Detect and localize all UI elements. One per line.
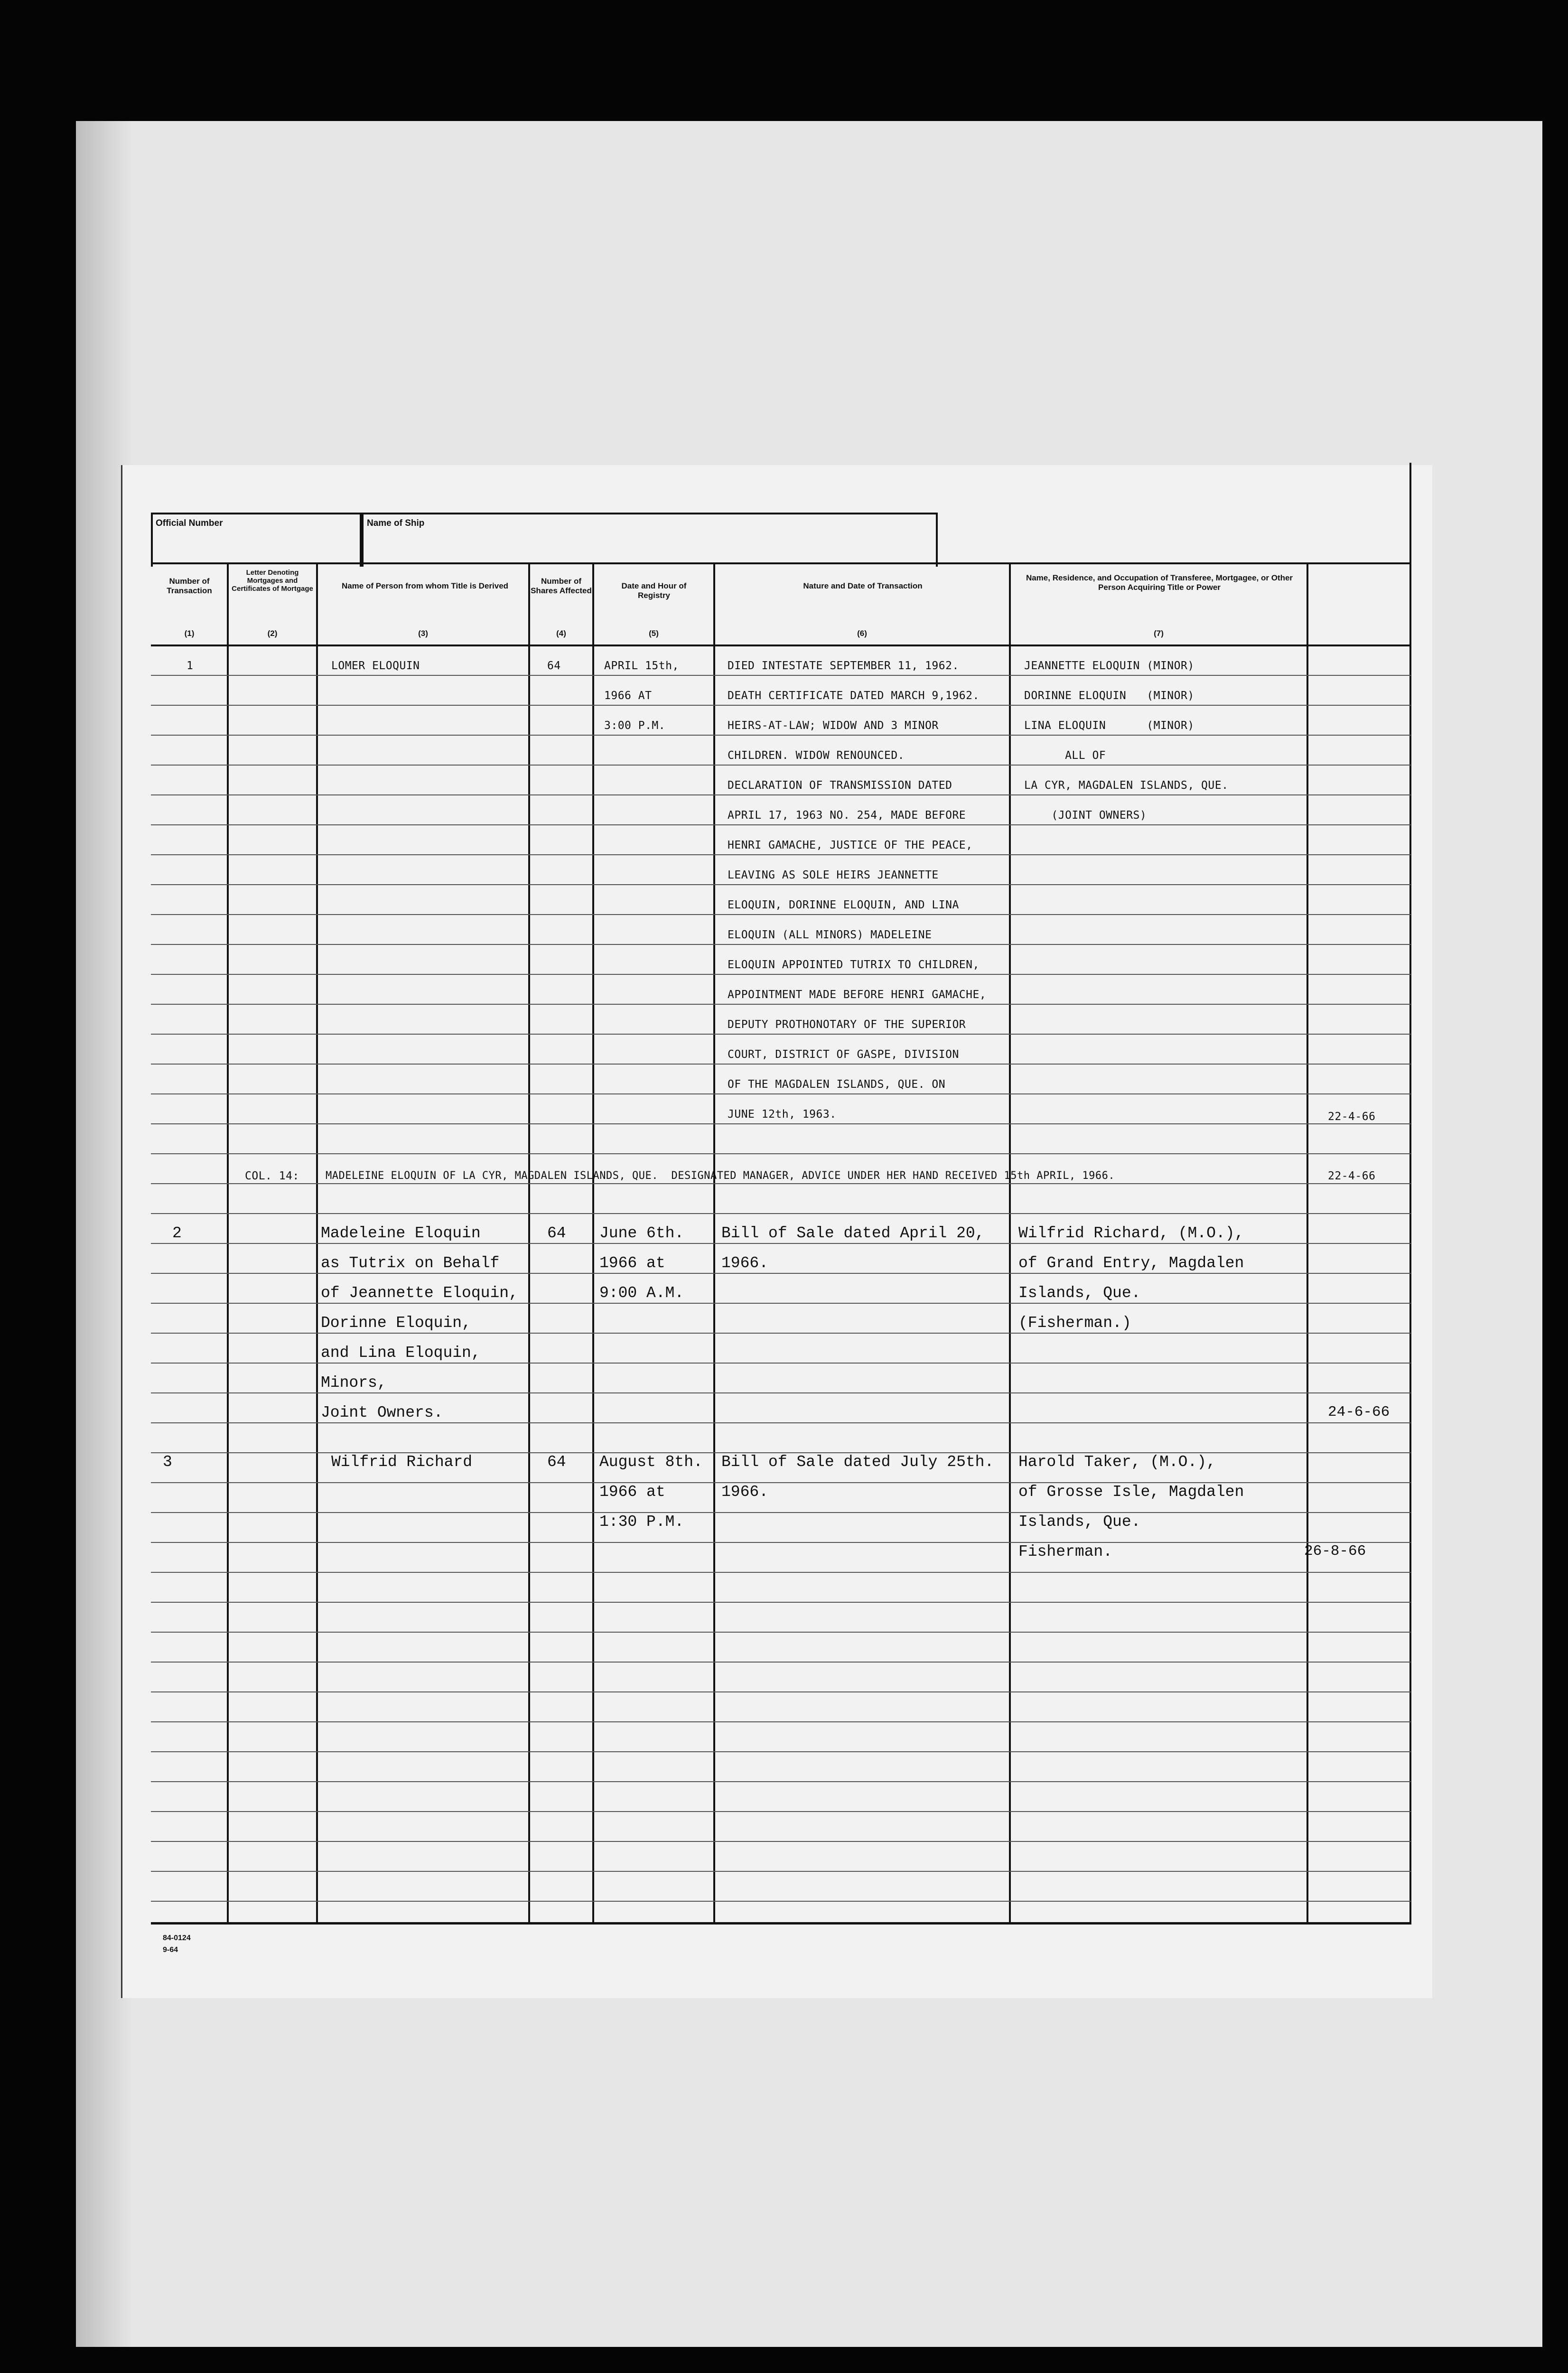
ledger-line — [151, 1034, 1411, 1035]
transaction-2-from-line: Minors, — [321, 1374, 387, 1392]
ledger-line — [151, 675, 1411, 676]
col-heading-3 — [331, 581, 519, 591]
ledger-line — [151, 1303, 1411, 1304]
col-heading-6 — [796, 581, 929, 591]
ledger-line — [151, 914, 1411, 915]
transaction-2-from-line: and Lina Eloquin, — [321, 1344, 481, 1362]
transaction-2-number: 2 — [172, 1224, 182, 1242]
transaction-1-to-line: DORINNE ELOQUIN (MINOR) — [1024, 690, 1195, 702]
ledger-line — [151, 1542, 1411, 1543]
transaction-1-nature-line: DEPUTY PROTHONOTARY OF THE SUPERIOR — [728, 1018, 966, 1031]
transaction-2-shares: 64 — [547, 1224, 566, 1242]
transaction-3-from-line: Wilfrid Richard — [331, 1453, 473, 1471]
ledger-line — [151, 705, 1411, 706]
ledger-line — [151, 765, 1411, 766]
col-num-5: (5) — [649, 629, 659, 638]
ledger-line — [151, 824, 1411, 825]
ship-register-form — [121, 465, 1432, 1998]
ledger-line — [151, 1273, 1411, 1274]
table-right-border — [1409, 463, 1411, 1925]
name-of-ship-label: Name of Ship — [367, 518, 425, 528]
col-title-6: Nature and Date of Transaction — [803, 581, 923, 590]
transaction-1-nature-line: ELOQUIN (ALL MINORS) MADELEINE — [728, 929, 932, 941]
ledger-line — [151, 1721, 1411, 1722]
ledger-line — [151, 1123, 1411, 1124]
transaction-1-nature-line: DEATH CERTIFICATE DATED MARCH 9,1962. — [728, 690, 980, 702]
col-heading-4 — [530, 577, 592, 596]
ledger-line — [151, 1183, 1411, 1184]
ledger-line — [151, 1004, 1411, 1005]
col-heading-5 — [616, 581, 692, 600]
transaction-1-shares: 64 — [547, 660, 561, 672]
transaction-1-nature-line: APPOINTMENT MADE BEFORE HENRI GAMACHE, — [728, 989, 987, 1001]
transaction-3-number: 3 — [163, 1453, 172, 1471]
col-num-7: (7) — [1154, 629, 1164, 638]
transaction-1-to-line: (JOINT OWNERS) — [1024, 809, 1147, 822]
col-title-7: Name, Residence, and Occupation of Transferee, Mortgagee, or Other Person Acquiring Title or Power — [1026, 573, 1293, 592]
official-number-label: Official Number — [156, 518, 223, 528]
ledger-line — [151, 1392, 1411, 1393]
transaction-1-to-line: JEANNETTE ELOQUIN (MINOR) — [1024, 660, 1195, 672]
col-title-2: Letter Denoting Mortgages and Certificates of Mortgage — [232, 569, 313, 593]
transaction-1-nature-line: ELOQUIN APPOINTED TUTRIX TO CHILDREN, — [728, 959, 980, 971]
col-heading-1 — [152, 577, 227, 596]
transaction-3-to-line: Fisherman. — [1018, 1543, 1113, 1560]
transaction-3-date-line: August 8th. — [599, 1453, 703, 1471]
ledger-line — [151, 1871, 1411, 1872]
table-bottom-border — [151, 1922, 1411, 1925]
ledger-line — [151, 974, 1411, 975]
transaction-1-nature-line: OF THE MAGDALEN ISLANDS, QUE. ON — [728, 1078, 946, 1091]
transaction-3-nature-line: Bill of Sale dated July 25th. — [721, 1453, 994, 1471]
transaction-1-date-line: APRIL 15th, — [604, 660, 679, 672]
ledger-line — [151, 854, 1411, 855]
table-top-border — [151, 562, 1411, 564]
col-title-3: Name of Person from whom Title is Derived — [341, 581, 509, 590]
transaction-1-stamp: 22-4-66 — [1328, 1111, 1376, 1123]
transaction-1-nature-line: APRIL 17, 1963 NO. 254, MADE BEFORE — [728, 809, 966, 822]
transaction-2-nature-line: 1966. — [721, 1254, 769, 1272]
ledger-line — [151, 944, 1411, 945]
ledger-line — [151, 1363, 1411, 1364]
transaction-2-nature-line: Bill of Sale dated April 20, — [721, 1224, 985, 1242]
transaction-1-nature-line: ELOQUIN, DORINNE ELOQUIN, AND LINA — [728, 899, 959, 911]
transaction-1-date-line: 1966 AT — [604, 690, 652, 702]
ledger-line — [151, 1213, 1411, 1214]
transaction-3-to-line: Islands, Que. — [1018, 1513, 1141, 1531]
transaction-2-from-line: as Tutrix on Behalf — [321, 1254, 500, 1272]
transaction-2-date-line: 9:00 A.M. — [599, 1284, 684, 1302]
col14-stamp: 22-4-66 — [1328, 1170, 1376, 1182]
transaction-3-to-line: of Grosse Isle, Magdalen — [1018, 1483, 1244, 1501]
col14-label: COL. 14: — [245, 1170, 299, 1182]
col-num-3: (3) — [418, 629, 428, 638]
ledger-line — [151, 1781, 1411, 1782]
transaction-2-date-line: 1966 at — [599, 1254, 665, 1272]
transaction-2-to-line: Islands, Que. — [1018, 1284, 1141, 1302]
transaction-3-to-line: Harold Taker, (M.O.), — [1018, 1453, 1216, 1471]
transaction-2-to-line: Wilfrid Richard, (M.O.), — [1018, 1224, 1244, 1242]
ledger-line — [151, 1422, 1411, 1423]
form-number: 84-0124 — [163, 1934, 191, 1942]
col-title-5: Date and Hour of Registry — [621, 581, 687, 600]
col-num-6: (6) — [857, 629, 867, 638]
transaction-3-shares: 64 — [547, 1453, 566, 1471]
transaction-1-nature-line: CHILDREN. WIDOW RENOUNCED. — [728, 749, 905, 762]
col-title-4: Number of Shares Affected — [531, 577, 592, 595]
transaction-2-from-line: Madeleine Eloquin — [321, 1224, 481, 1242]
ledger-line — [151, 1751, 1411, 1752]
transaction-3-nature-line: 1966. — [721, 1483, 769, 1501]
header-bottom-border — [151, 645, 1411, 646]
transaction-1-to-line: LA CYR, MAGDALEN ISLANDS, QUE. — [1024, 779, 1229, 792]
form-edition: 9-64 — [163, 1946, 178, 1954]
col-heading-7 — [1022, 573, 1297, 592]
name-of-ship-box — [360, 513, 938, 567]
ledger-line — [151, 1572, 1411, 1573]
transaction-1-nature-line: LEAVING AS SOLE HEIRS JEANNETTE — [728, 869, 939, 881]
ledger-line — [151, 1662, 1411, 1663]
ledger-line — [151, 1602, 1411, 1603]
ledger-line — [151, 1632, 1411, 1633]
ledger-line — [151, 1811, 1411, 1812]
transaction-2-from-line: Dorinne Eloquin, — [321, 1314, 471, 1332]
col14-designated-manager: MADELEINE ELOQUIN OF LA CYR, MAGDALEN ISLANDS, QUE. DESIGNATED MANAGER, ADVICE UNDER HER HAND RECEIVED 15th APRIL, 1966. — [326, 1170, 1115, 1182]
col-num-1: (1) — [184, 629, 195, 638]
ledger-line — [151, 1153, 1411, 1154]
transaction-2-date-line: June 6th. — [599, 1224, 684, 1242]
transaction-3-date-line: 1966 at — [599, 1483, 665, 1501]
transaction-1-to-line: LINA ELOQUIN (MINOR) — [1024, 719, 1195, 732]
col-title-1: Number of Transaction — [167, 577, 212, 595]
transaction-2-to-line: of Grand Entry, Magdalen — [1018, 1254, 1244, 1272]
ledger-line — [151, 884, 1411, 885]
transaction-1-nature-line: HENRI GAMACHE, JUSTICE OF THE PEACE, — [728, 839, 973, 851]
transaction-1-nature-line: HEIRS-AT-LAW; WIDOW AND 3 MINOR — [728, 719, 939, 732]
transaction-3-stamp: 26-8-66 — [1304, 1543, 1366, 1560]
transaction-1-number: 1 — [187, 660, 194, 672]
transaction-1-to-line: ALL OF — [1024, 749, 1106, 762]
col-heading-2 — [229, 569, 316, 593]
transaction-1-date-line: 3:00 P.M. — [604, 719, 666, 732]
ledger-line — [151, 1841, 1411, 1842]
ledger-line — [151, 1243, 1411, 1244]
ledger-line — [151, 735, 1411, 736]
transaction-1-nature-line: COURT, DISTRICT OF GASPE, DIVISION — [728, 1048, 959, 1061]
ledger-line — [151, 1512, 1411, 1513]
transaction-2-from-line: Joint Owners. — [321, 1404, 443, 1421]
transaction-2-to-line: (Fisherman.) — [1018, 1314, 1131, 1332]
transaction-3-date-line: 1:30 P.M. — [599, 1513, 684, 1531]
col-num-2: (2) — [267, 629, 278, 638]
transaction-2-stamp: 24-6-66 — [1328, 1404, 1390, 1420]
ledger-line — [151, 1901, 1411, 1902]
transaction-1-nature-line: JUNE 12th, 1963. — [728, 1108, 837, 1121]
col-num-4: (4) — [556, 629, 566, 638]
ledger-line — [151, 1691, 1411, 1692]
ledger-line — [151, 1093, 1411, 1094]
ledger-line — [151, 1333, 1411, 1334]
ledger-line — [151, 794, 1411, 795]
transaction-1-nature-line: DIED INTESTATE SEPTEMBER 11, 1962. — [728, 660, 959, 672]
transaction-2-from-line: of Jeannette Eloquin, — [321, 1284, 518, 1302]
ledger-line — [151, 1064, 1411, 1065]
transaction-1-from: LOMER ELOQUIN — [331, 660, 420, 672]
transaction-1-nature-line: DECLARATION OF TRANSMISSION DATED — [728, 779, 952, 792]
